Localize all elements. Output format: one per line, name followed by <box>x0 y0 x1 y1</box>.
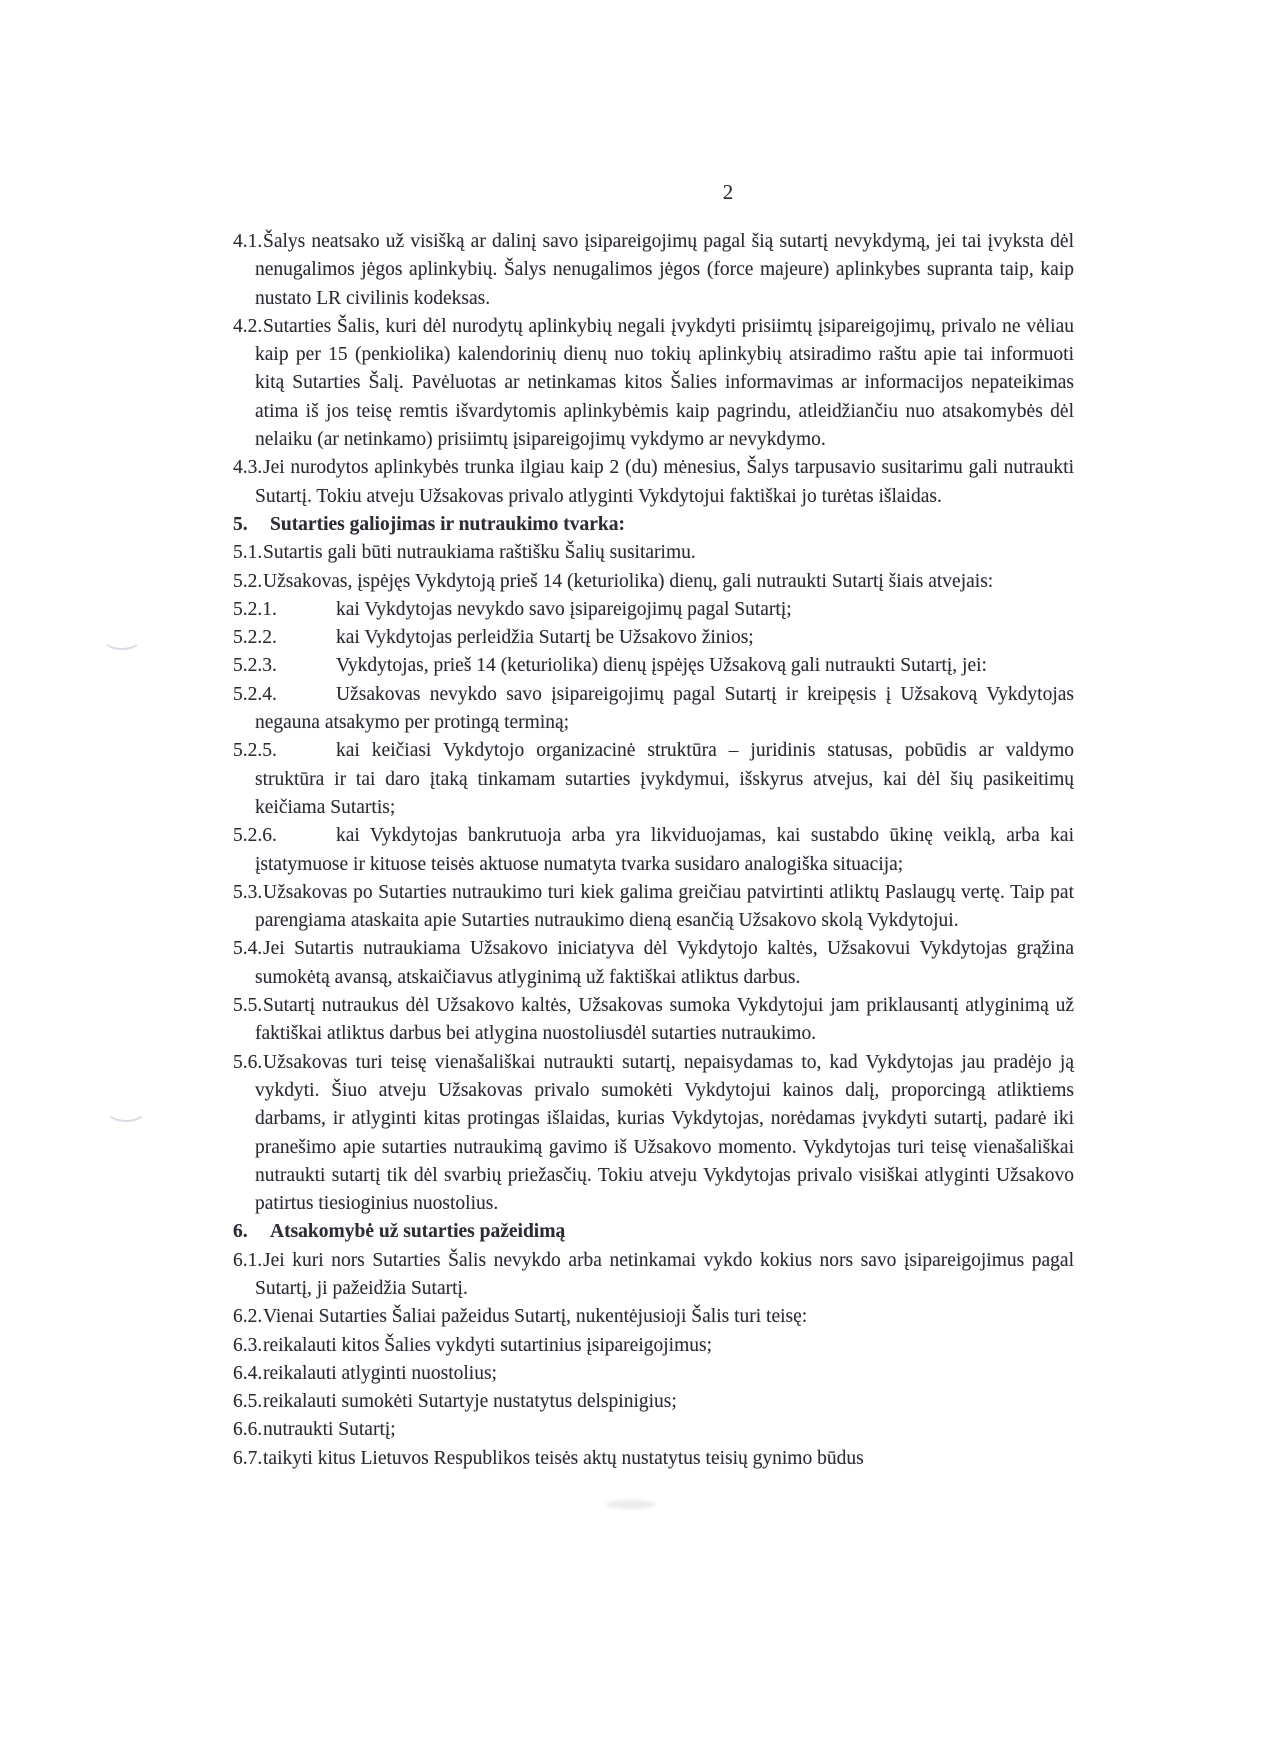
clause-text: Sutartį nutraukus dėl Užsakovo kaltės, Užsakovas sumoka Vykdytojui jam priklausantį atlyginimą už faktiškai atliktus darbus bei atlygina nuostoliusdėl sutarties nutraukimo. <box>255 995 1074 1045</box>
clause-5-2-2 <box>233 624 1074 652</box>
clause-text: kai Vykdytojas perleidžia Sutartį be Užsakovo žinios; <box>336 627 754 649</box>
clause-text: Atsakomybė už sutarties pažeidimą <box>270 1221 566 1243</box>
scan-artifact-arc <box>105 1096 147 1122</box>
clause-text: Užsakovas po Sutarties nutraukimo turi kiek galima greičiau patvirtinti atliktų Paslaugų vertę. Taip pat parengiama ataskaita apie Sutarties nutraukimo dieną esančią Užsakovo skolą Vykdytojui. <box>255 881 1074 932</box>
clause-number: 5.2.3. <box>233 655 277 677</box>
clause-number: 5.5. <box>233 995 263 1017</box>
scan-smudge <box>606 1500 656 1509</box>
clause-text: taikyti kitus Lietuvos Respublikos teisės aktų nustatytus teisių gynimo būdus <box>263 1447 864 1469</box>
clause-number: 4.3. <box>233 457 263 479</box>
clause-text: reikalauti atlyginti nuostolius; <box>263 1362 497 1384</box>
clause-number: 5.2.5. <box>233 740 277 762</box>
clause-number: 5.2.4. <box>233 683 277 705</box>
clause-number: 6.7. <box>233 1447 263 1469</box>
clause-text: Vienai Sutarties Šaliai pažeidus Sutartį, nukentėjusioji Šalis turi teisę: <box>263 1306 808 1328</box>
clause-text: Jei nurodytos aplinkybės trunka ilgiau kaip 2 (du) mėnesius, Šalys tarpusavio susitarimu gali nutraukti Sutartį. Tokiu atveju Užsakovas privalo atlyginti Vykdytojui faktiškai jo turėtas išlaidas. <box>255 457 1074 507</box>
clause-number: 4.1. <box>233 231 263 252</box>
clause-number: 5.3. <box>233 881 263 903</box>
clause-number: 5.2. <box>233 570 263 592</box>
clause-5-5 <box>233 992 1074 1049</box>
clause-4-2 <box>233 313 1074 454</box>
clause-5-1 <box>233 539 1074 567</box>
clause-5-2 <box>233 568 1074 596</box>
clause-text: kai Vykdytojas nevykdo savo įsipareigojimų pagal Sutartį; <box>336 598 792 620</box>
clause-4-3 <box>233 454 1074 511</box>
clause-number: 6.4. <box>233 1362 263 1384</box>
clause-number: 6.3. <box>233 1334 263 1356</box>
clause-5-6 <box>233 1049 1074 1219</box>
clause-5-2-6 <box>233 822 1074 879</box>
clause-6 <box>233 1218 1074 1246</box>
clause-number: 6.5. <box>233 1391 263 1413</box>
clause-number: 5.6. <box>233 1051 263 1073</box>
clause-text: Sutarties galiojimas ir nutraukimo tvarka: <box>270 513 625 535</box>
clause-number: 6.2. <box>233 1306 263 1328</box>
scan-artifact-arc <box>102 626 142 650</box>
clause-text: kai Vykdytojas bankrutuoja arba yra likviduojamas, kai sustabdo ūkinę veiklą, arba kai įstatymuose ir kituose teisės aktuose numatyta tvarka susidaro analogiška situacija; <box>255 825 1074 875</box>
clause-text: Užsakovas turi teisę vienašališkai nutraukti sutartį, nepaisydamas to, kad Vykdytojas jau pradėjo ją vykdyti. Šiuo atveju Užsakovas privalo sumokėti Vykdytojui kainos dalį, proporcingą atliktiems darbams, ir atlyginti kitas protingas išlaidas, kurias Vykdytojas, norėdamas įvykdyti sutartį, padarė iki pranešimo apie sutarties nutraukimą gavimo iš Užsakovo momento. Vykdytojas turi teisę vienašališkai nutraukti sutartį tik dėl svarbių priežasčių. Tokiu atveju Vykdytojas privalo visiškai atlyginti Užsakovo patirtus tiesioginius nuostolius. <box>255 1051 1074 1215</box>
clause-number: 5.2.1. <box>233 598 277 620</box>
clause-number: 6.6. <box>233 1419 263 1441</box>
clause-6-2 <box>233 1303 1074 1331</box>
clause-number: 5.2.6. <box>233 825 277 847</box>
clause-number: 4.2. <box>233 315 263 337</box>
clause-number: 5. <box>233 513 248 535</box>
clause-text: Jei kuri nors Sutarties Šalis nevykdo arba netinkamai vykdo kokius nors savo įsipareigojimus pagal Sutartį, ji pažeidžia Sutartį. <box>255 1249 1074 1299</box>
clause-number: 5.2.2. <box>233 627 277 649</box>
clause-5-2-4 <box>233 681 1074 738</box>
clause-6-1 <box>233 1247 1074 1304</box>
clause-text: Užsakovas, įspėjęs Vykdytoją prieš 14 (keturiolika) dienų, gali nutraukti Sutartį šiais atvejais: <box>263 570 994 592</box>
clause-text: Sutarties Šalis, kuri dėl nurodytų aplinkybių negali įvykdyti prisiimtų įsipareigojimų, privalo ne vėliau kaip per 15 (penkiolika) kalendorinių dienų nuo tokių aplinkybių atsiradimo raštu apie tai informuoti kitą Sutarties Šalį. Pavėluotas ar netinkamas kitos Šalies informavimas ar informacijos nepateikimas atima iš jos teisę remtis išvardytomis aplinkybėmis kaip pagrindu, atleidžiančiu nuo atsakomybės dėl nelaiku (ar netinkamo) prisiimtų įsipareigojimų vykdymo ar nevykdymo. <box>255 315 1074 451</box>
clause-6-5 <box>233 1388 1074 1416</box>
clause-text: reikalauti sumokėti Sutartyje nustatytus delspinigius; <box>263 1391 677 1413</box>
clause-5-2-3 <box>233 652 1074 680</box>
clause-text: kai keičiasi Vykdytojo organizacinė struktūra – juridinis statusas, pobūdis ar valdymo struktūra ir tai daro įtaką tinkamam sutarties įvykdymui, išskyrus atvejus, kai dėl šių pasikeitimų keičiama Sutartis; <box>255 740 1074 818</box>
clause-5 <box>233 511 1074 539</box>
clause-text: Vykdytojas, prieš 14 (keturiolika) dienų įspėjęs Užsakovą gali nutraukti Sutartį, jei: <box>336 655 987 677</box>
clause-text: Sutartis gali būti nutraukiama raštišku Šalių susitarimu. <box>263 542 696 564</box>
clause-5-2-1 <box>233 596 1074 624</box>
document-body <box>233 228 1074 1473</box>
clause-6-3 <box>233 1332 1074 1360</box>
clause-6-4 <box>233 1360 1074 1388</box>
clause-5-2-5 <box>233 737 1074 822</box>
clause-text: nutraukti Sutartį; <box>263 1419 396 1441</box>
clause-5-4 <box>233 935 1074 992</box>
clause-text: Užsakovas nevykdo savo įsipareigojimų pagal Sutartį ir kreipęsis į Užsakovą Vykdytojas negauna atsakymo per protingą terminą; <box>255 683 1074 734</box>
clause-5-3 <box>233 879 1074 936</box>
clause-text: Jei Sutartis nutraukiama Užsakovo iniciatyva dėl Vykdytojo kaltės, Užsakovui Vykdytojas grąžina sumokėtą avansą, atskaičiavus atlyginimą už faktiškai atliktus darbus. <box>255 938 1074 988</box>
clause-6-6 <box>233 1416 1074 1444</box>
clause-4-1 <box>233 228 1074 313</box>
clause-text: reikalauti kitos Šalies vykdyti sutartinius įsipareigojimus; <box>263 1334 712 1356</box>
clause-number: 6. <box>233 1221 248 1243</box>
clause-number: 6.1. <box>233 1249 263 1271</box>
page-number: 2 <box>722 180 734 204</box>
clause-number: 5.1. <box>233 542 263 564</box>
clause-text: Šalys neatsako už visišką ar dalinį savo įsipareigojimų pagal šią sutartį nevykdymą, jei tai įvyksta dėl nenugalimos jėgos aplinkybių. Šalys nenugalimos jėgos (force majeure) aplinkybes supranta taip, kaip nustato LR civilinis kodeksas. <box>255 231 1074 309</box>
clause-number: 5.4. <box>233 938 263 960</box>
clause-6-7 <box>233 1445 1074 1473</box>
